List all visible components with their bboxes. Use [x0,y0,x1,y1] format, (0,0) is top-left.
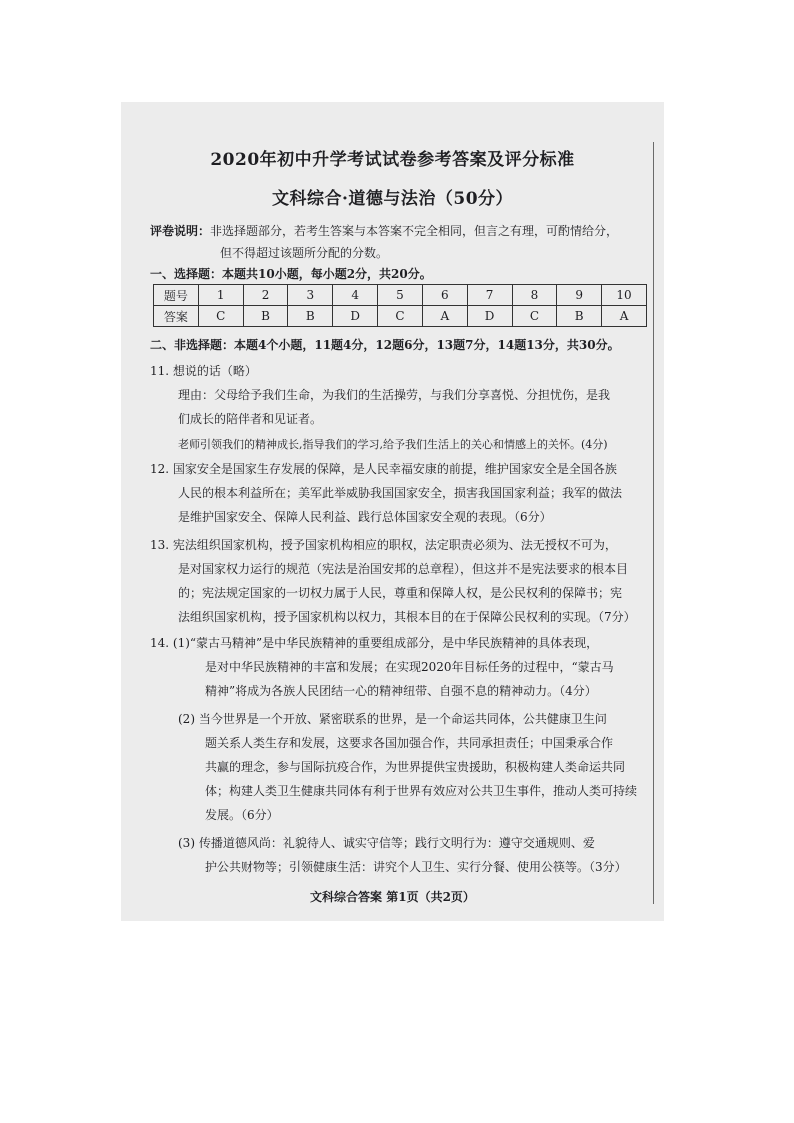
q12-line: 人民的根本利益所在；美军此举威胁我国国家安全，损害我国国家利益；我军的做法 [178,486,623,500]
q11-line: 老师引领我们的精神成长,指导我们的学习,给予我们生活上的关心和情感上的关怀。(4分) [178,438,608,451]
answer-cell: A [422,306,467,327]
q13-line: 是对国家权力运行的规范（宪法是治国安邦的总章程），但这并不是宪法要求的根本目 [178,562,629,576]
question-number: 3 [288,285,333,306]
question-number: 7 [467,285,512,306]
question-number: 1 [198,285,243,306]
q11-line: 理由：父母给予我们生命，为我们的生活操劳，与我们分享喜悦、分担忧伤，是我 [178,388,611,402]
answer-cell: B [288,306,333,327]
q11-line: 们成长的陪伴者和见证者。 [178,412,323,426]
document-subtitle: 文科综合·道德与法治（50分） [271,189,514,209]
question-number: 8 [512,285,557,306]
section2-heading: 二、非选择题：本题4个小题，11题4分，12题6分，13题7分，14题13分，共30分。 [150,338,620,352]
question-number: 2 [243,285,288,306]
page-footer: 文科综合答案 第1页（共2页） [310,890,475,904]
q13-line: 13. 宪法组织国家机构，授予国家机构相应的职权，法定职责必须为、法无授权不可为， [150,538,617,552]
document-title: 2020年初中升学考试试卷参考答案及评分标准 [210,150,575,170]
question-number: 10 [602,285,647,306]
answer-cell: B [243,306,288,327]
q14-part1-line: 14. (1)“蒙古马精神”是中华民族精神的重要组成部分，是中华民族精神的具体表现， [150,636,599,650]
grading-note-line2: 但不得超过该题所分配的分数。 [220,246,389,260]
answer-cell: A [602,306,647,327]
q14-part2-line: 发展。（6分） [205,808,279,822]
margin-line [653,142,654,904]
section1-heading: 一、选择题：本题共10小题，每小题2分，共20分。 [150,267,432,281]
q13-line: 的；宪法规定国家的一切权力属于人民，尊重和保障人权，是公民权利的保障书；宪 [178,586,623,600]
q14-part2-line: 共赢的理念，参与国际抗疫合作，为世界提供宝贵援助，积极构建人类命运共同 [205,760,626,774]
question-number-row [154,285,647,306]
row-label-answer: 答案 [154,306,199,327]
q12-line: 12. 国家安全是国家生存发展的保障，是人民幸福安康的前提，维护国家安全是全国各族 [150,462,617,476]
answer-table [153,284,647,327]
answer-cell: B [557,306,602,327]
q14-part2-line: 体；构建人类卫生健康共同体有利于世界有效应对公共卫生事件，推动人类可持续 [205,784,638,798]
answer-row [154,306,647,327]
question-number: 6 [422,285,467,306]
q12-line: 是维护国家安全、保障人民利益、践行总体国家安全观的表现。（6分） [178,510,552,524]
question-number: 5 [378,285,423,306]
answer-cell: D [467,306,512,327]
row-label-number: 题号 [154,285,199,306]
q14-part1-line: 是对中华民族精神的丰富和发展；在实现2020年目标任务的过程中，“蒙古马 [205,660,614,674]
q13-line: 法组织国家机构，授予国家机构以权力，其根本目的在于保障公民权利的实现。（7分） [178,610,636,624]
q14-part2-line: (2) 当今世界是一个开放、紧密联系的世界，是一个命运共同体，公共健康卫生问 [178,712,607,726]
answer-cell: C [378,306,423,327]
q11-line: 11. 想说的话（略） [150,364,257,378]
answer-cell: D [333,306,378,327]
q14-part1-line: 精神”将成为各族人民团结一心的精神纽带、自强不息的精神动力。（4分） [205,684,597,698]
grading-note [150,222,618,239]
question-number: 9 [557,285,602,306]
question-number: 4 [333,285,378,306]
q14-part2-line: 题关系人类生存和发展，这要求各国加强合作，共同承担责任；中国秉承合作 [205,736,614,750]
q14-part3-line: 护公共财物等；引领健康生活：讲究个人卫生、实行分餐、使用公筷等。（3分） [205,860,627,874]
q14-part3-line: (3) 传播道德风尚：礼貌待人、诚实守信等；践行文明行为：遵守交通规则、爱 [178,836,595,850]
grading-note-line1: 非选择题部分，若考生答案与本答案不完全相同，但言之有理，可酌情给分， [210,224,619,238]
grading-note-label: 评卷说明： [150,224,211,238]
answer-cell: C [512,306,557,327]
answer-cell: C [198,306,243,327]
